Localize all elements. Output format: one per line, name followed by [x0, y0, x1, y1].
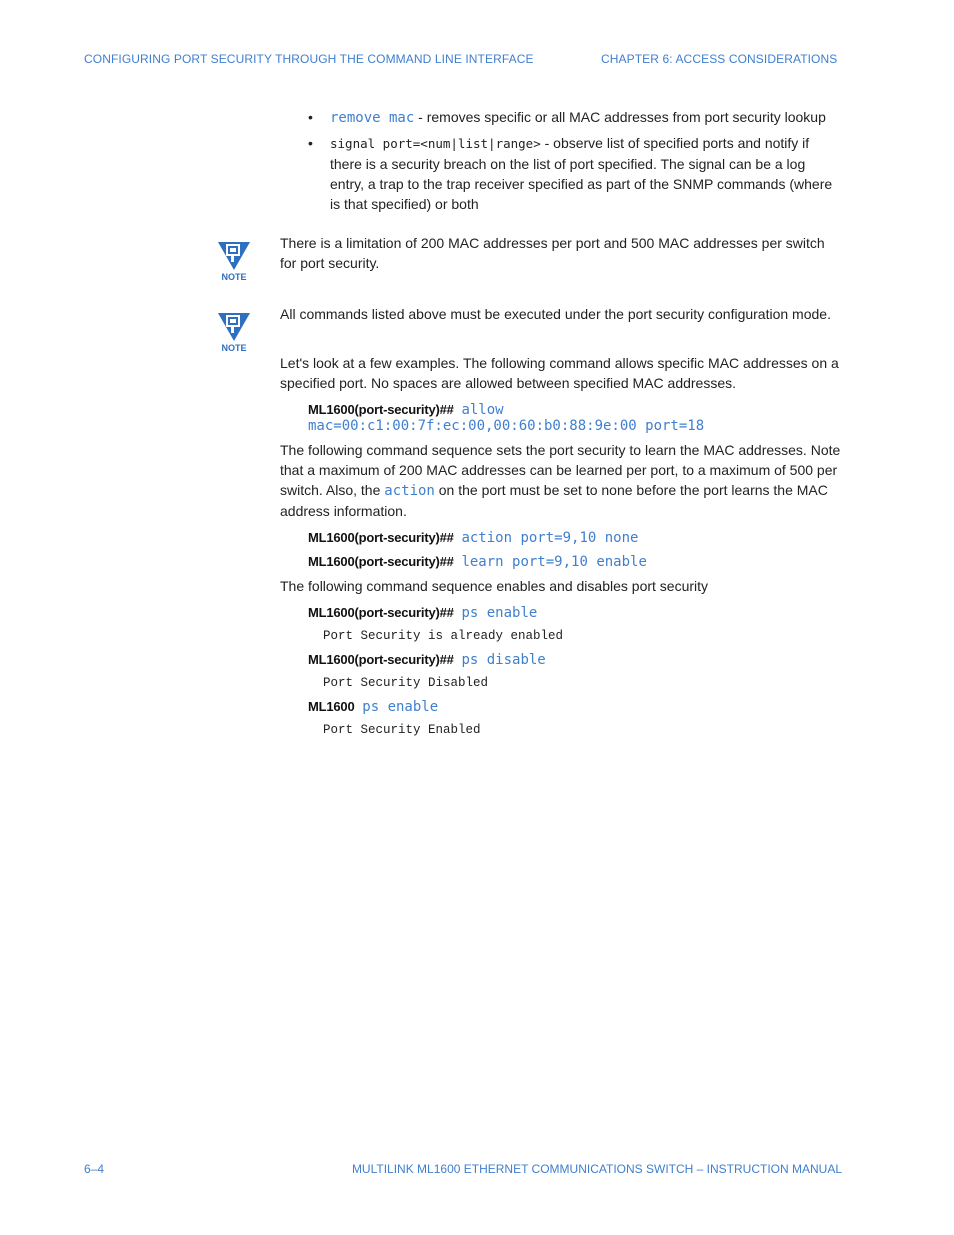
- cli-prompt: ML1600(port-security)##: [308, 530, 454, 545]
- bullet-signal-port: [308, 133, 842, 214]
- command-ps-enable: [308, 604, 537, 621]
- command-ps-enable-2: [308, 698, 438, 715]
- bullet-text: - removes specific or all MAC addresses from port security lookup: [414, 109, 826, 125]
- paragraph-enable-disable: The following command sequence enables and disables port security: [280, 578, 709, 594]
- bullet-code: remove mac: [330, 110, 415, 126]
- inline-code: action: [384, 483, 435, 499]
- command-action: [308, 529, 638, 546]
- bullet-dot: •: [308, 135, 313, 151]
- note-text: There is a limitation of 200 MAC addresses per port and 500 MAC addresses per switch for port security.: [280, 235, 825, 271]
- paragraph-learn-mac: [280, 440, 842, 521]
- cli-command: allow: [461, 402, 504, 418]
- bullet-code: signal port=<num|list|range>: [330, 136, 541, 151]
- command-allow-continued: [308, 417, 704, 434]
- note-label: NOTE: [221, 343, 247, 353]
- command-ps-disable: [308, 651, 546, 668]
- command-bullet-list: [308, 107, 842, 219]
- cli-command: ps enable: [461, 605, 538, 621]
- cli-output: Port Security is already enabled: [323, 629, 564, 643]
- bullet-dot: •: [308, 109, 313, 125]
- running-header-right: CHAPTER 6: ACCESS CONSIDERATIONS: [601, 52, 838, 66]
- note-label: NOTE: [221, 272, 247, 282]
- running-footer-title: MULTILINK ML1600 ETHERNET COMMUNICATIONS SWITCH – INSTRUCTION MANUAL: [351, 1162, 842, 1176]
- cli-command: learn port=9,10 enable: [461, 554, 647, 570]
- cli-command-args: mac=00:c1:00:7f:ec:00,00:60:b0:88:9e:00 port=18: [308, 418, 705, 434]
- cli-command: action port=9,10 none: [461, 530, 639, 546]
- note-icon: [214, 238, 254, 282]
- para-text: on the port must be set to none before the port learns the MAC address information.: [280, 482, 828, 519]
- cli-prompt: ML1600(port-security)##: [308, 402, 454, 417]
- running-header-left: CONFIGURING PORT SECURITY THROUGH THE COMMAND LINE INTERFACE: [84, 52, 534, 66]
- bullet-remove-mac: [308, 107, 842, 128]
- cli-prompt: ML1600(port-security)##: [308, 554, 454, 569]
- command-learn: [308, 553, 647, 570]
- cli-output: Port Security Disabled: [323, 676, 489, 690]
- cli-prompt: ML1600(port-security)##: [308, 652, 454, 667]
- para-text: The following command sequence sets the port security to learn the MAC addresses. Note that a maximum of 200 MAC addresses can be learned per port, to a maximum of 500 per switch. Also, the: [280, 442, 841, 498]
- note-text: All commands listed above must be executed under the port security configuration mode.: [280, 306, 831, 322]
- cli-prompt: ML1600(port-security)##: [308, 605, 454, 620]
- command-allow: [308, 401, 504, 418]
- cli-prompt: ML1600: [308, 699, 355, 714]
- cli-output: Port Security Enabled: [323, 723, 481, 737]
- note-icon: [214, 309, 254, 353]
- bullet-text: - observe list of specified ports and notify if there is a security breach on the list of port specified. The signal can be a log entry, a trap to the trap receiver specified as part of the SNMP commands (where is that specified) or both: [330, 135, 833, 212]
- paragraph-examples-intro: Let's look at a few examples. The following command allows specific MAC addresses on a specified port. No spaces are allowed between specified MAC addresses.: [280, 355, 839, 391]
- cli-command: ps enable: [362, 699, 439, 715]
- page-number: 6–4: [84, 1162, 105, 1176]
- cli-command: ps disable: [461, 652, 546, 668]
